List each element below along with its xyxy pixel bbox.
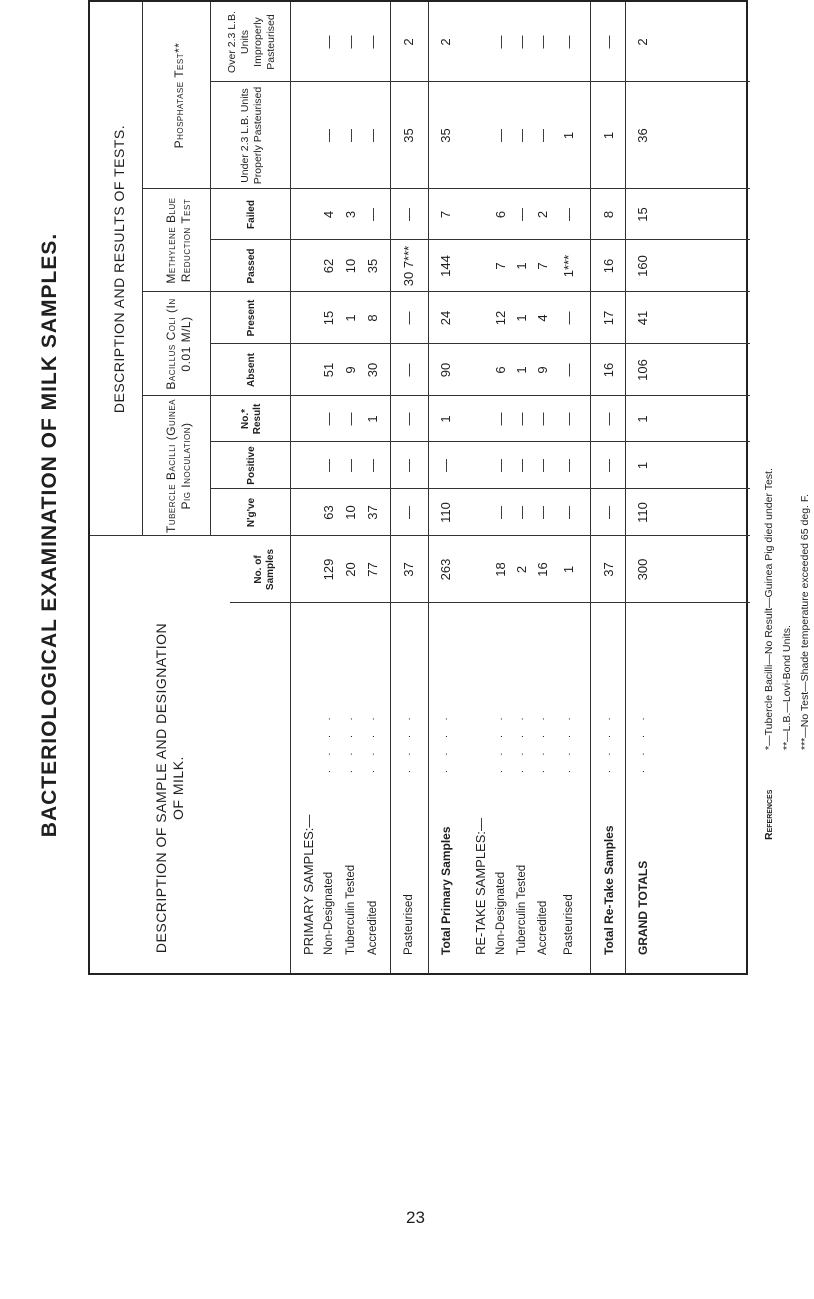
cell-over: — [492, 35, 508, 49]
cell-over: — [364, 35, 380, 49]
cell-failed: 15 [634, 207, 650, 222]
cell-samples: 300 [634, 558, 650, 581]
cell-samples: 16 [534, 562, 550, 577]
cell-passed: 7 [534, 262, 550, 270]
row-label: Non-Designated [494, 871, 507, 955]
cell-failed: 7 [437, 210, 453, 219]
cell-pos: — [320, 459, 336, 472]
cell-nores: — [560, 412, 576, 426]
cell-nores: 1 [437, 415, 453, 423]
rule-horizontal [590, 2, 591, 973]
cell-passed: 35 [364, 258, 380, 274]
cell-over: 2 [400, 38, 416, 46]
leader-dots: . . . . [344, 711, 355, 773]
cell-pos: — [513, 459, 529, 472]
cell-passed: 144 [437, 255, 453, 277]
leader-dots: . . . . [494, 711, 505, 773]
results-table [88, 0, 748, 975]
cell-failed: — [364, 208, 380, 221]
header-samples: No. of Samples [252, 548, 276, 591]
cell-absent: — [560, 363, 576, 377]
cell-failed: — [513, 208, 529, 221]
rule-vertical [210, 343, 750, 344]
page-title: BACTERIOLOGICAL EXAMINATION OF MILK SAMPLES. [38, 232, 61, 838]
cell-absent: 16 [600, 362, 616, 378]
rule-horizontal [142, 2, 143, 536]
cell-passed: 7 [492, 262, 508, 270]
column-over: Over 2.3 L.B. Units Improperly Pasteurised [225, 11, 278, 73]
cell-samples: 77 [364, 562, 380, 577]
column-present: Present [245, 299, 257, 337]
cell-pos: — [342, 459, 358, 472]
cell-nores: — [320, 412, 336, 426]
cell-neg: 110 [634, 502, 650, 523]
cell-samples: 37 [600, 562, 616, 577]
cell-under: — [534, 129, 550, 142]
cell-over: — [320, 35, 336, 49]
cell-samples: 37 [400, 562, 416, 577]
cell-failed: 4 [320, 210, 336, 219]
cell-neg: — [513, 506, 529, 519]
references-heading: References [763, 789, 775, 840]
cell-over: 2 [437, 38, 453, 46]
row-label: RE-TAKE SAMPLES:— [472, 817, 488, 955]
rule-vertical [210, 441, 750, 442]
cell-nores: — [600, 412, 616, 426]
leader-dots: . . . . [536, 711, 547, 773]
cell-passed: 16 [600, 258, 616, 274]
leader-dots: . . . . [366, 711, 377, 773]
row-label: Tuberculin Tested [344, 864, 357, 955]
cell-absent: 6 [492, 366, 508, 374]
cell-present: 1 [342, 314, 358, 322]
group-coli: Bacillus Coli (In 0.01 M/L) [164, 298, 193, 390]
cell-passed: 160 [634, 255, 650, 277]
cell-neg: — [534, 506, 550, 519]
column-failed: Failed [245, 200, 257, 229]
leader-dots: . . . . [322, 711, 333, 773]
cell-pos: — [437, 459, 453, 472]
cell-pos: — [364, 459, 380, 472]
row-label: Pasteurised [402, 894, 415, 955]
cell-absent: 106 [634, 359, 650, 381]
rule-horizontal [625, 2, 626, 973]
row-label: Total Primary Samples [438, 826, 453, 955]
cell-pos: 1 [634, 461, 650, 470]
cell-passed: 62 [320, 258, 336, 274]
group-tubercle: Tubercle Bacilli (Guinea Pig Inoculation) [164, 398, 193, 534]
cell-samples: 18 [492, 562, 508, 577]
group-methylene: Methylene Blue Reduction Test [164, 197, 193, 284]
leader-dots: . . . . [402, 711, 413, 773]
cell-samples: 263 [437, 558, 453, 581]
cell-absent: 9 [342, 366, 358, 374]
cell-present: 41 [634, 310, 650, 326]
rule-vertical [210, 81, 750, 82]
cell-samples: 129 [320, 558, 336, 581]
cell-passed: 1 [513, 262, 529, 270]
row-label: Pasteurised [562, 894, 575, 955]
cell-failed: 2 [534, 210, 550, 219]
cell-under: 35 [400, 128, 416, 143]
cell-nores: 1 [364, 415, 380, 423]
column-nores: No.* Result [239, 403, 263, 435]
cell-over: — [534, 35, 550, 49]
cell-passed: 1*** [560, 254, 576, 278]
row-label: PRIMARY SAMPLES:— [300, 814, 316, 955]
cell-failed: 6 [492, 210, 508, 219]
cell-present: 4 [534, 314, 550, 322]
cell-passed: 10 [342, 258, 358, 274]
cell-absent: 9 [534, 366, 550, 374]
cell-over: — [600, 35, 616, 49]
cell-pos: — [534, 459, 550, 472]
header-results: DESCRIPTION AND RESULTS OF TESTS. [111, 124, 128, 414]
cell-neg: — [400, 506, 416, 519]
cell-present: 8 [364, 314, 380, 322]
rule-vertical [210, 239, 750, 240]
column-under: Under 2.3 L.B. Units Properly Pasteurised [238, 86, 264, 185]
cell-nores: — [400, 412, 416, 426]
rule-horizontal [390, 2, 391, 973]
reference-line: **—L.B.—Lovi-Bond Units. [781, 625, 793, 750]
leader-dots: . . . . [562, 711, 573, 773]
cell-neg: 63 [320, 505, 336, 520]
cell-pos: — [400, 459, 416, 472]
cell-samples: 20 [342, 562, 358, 577]
rule-horizontal [428, 2, 429, 973]
cell-under: — [320, 129, 336, 142]
column-pos: Positive [245, 446, 257, 485]
cell-failed: 8 [600, 210, 616, 219]
cell-absent: 90 [437, 362, 453, 378]
leader-dots: . . . . [439, 711, 450, 773]
cell-samples: 1 [560, 565, 576, 574]
cell-over: — [342, 35, 358, 49]
cell-neg: — [492, 506, 508, 519]
rule-horizontal [210, 2, 211, 536]
reference-line: *—Tubercle Bacilli—No Result—Guinea Pig died under Test. [763, 468, 775, 750]
row-label: Tuberculin Tested [515, 864, 528, 955]
row-label: Total Re-Take Samples [601, 825, 616, 955]
row-label: GRAND TOTALS [635, 860, 650, 955]
cell-absent: 51 [320, 362, 336, 378]
cell-neg: 10 [342, 505, 358, 520]
cell-nores: — [342, 412, 358, 426]
row-label: Accredited [536, 900, 549, 955]
header-description: DESCRIPTION OF SAMPLE AND DESIGNATION OF MILK. [152, 622, 186, 954]
cell-neg: 110 [437, 502, 453, 523]
group-phosphatase: Phosphatase Test** [171, 42, 186, 149]
leader-dots: . . . . [602, 711, 613, 773]
reference-line: ***—No Test—Shade temperature exceeded 65 deg. F. [799, 493, 811, 750]
cell-under: 36 [634, 128, 650, 143]
cell-nores: 1 [634, 415, 650, 423]
cell-under: — [492, 129, 508, 142]
cell-nores: — [513, 412, 529, 426]
cell-failed: — [400, 208, 416, 221]
cell-passed: 30 7*** [400, 245, 416, 287]
cell-absent: — [400, 363, 416, 377]
cell-under: 1 [560, 131, 576, 140]
cell-pos: — [492, 459, 508, 472]
cell-under: 35 [437, 128, 453, 143]
cell-neg: 37 [364, 505, 380, 520]
cell-present: 12 [492, 310, 508, 326]
cell-under: — [513, 129, 529, 142]
cell-absent: 1 [513, 366, 529, 374]
row-label: Non-Designated [322, 871, 335, 955]
cell-present: 1 [513, 314, 529, 322]
column-neg: N'g've [245, 497, 257, 528]
cell-neg: — [600, 506, 616, 519]
row-label: Accredited [366, 900, 379, 955]
cell-pos: — [560, 459, 576, 472]
leader-dots: . . . . [515, 711, 526, 773]
cell-under: — [342, 129, 358, 142]
column-passed: Passed [245, 248, 257, 284]
column-absent: Absent [245, 353, 257, 387]
cell-neg: — [560, 506, 576, 519]
rule-vertical [210, 488, 750, 489]
cell-failed: — [560, 208, 576, 221]
cell-present: 17 [600, 310, 616, 326]
cell-pos: — [600, 459, 616, 472]
cell-under: 1 [600, 131, 616, 140]
cell-present: — [400, 311, 416, 325]
cell-failed: 3 [342, 210, 358, 219]
leader-dots: . . . . [636, 711, 647, 773]
cell-over: — [560, 35, 576, 49]
cell-present: 15 [320, 310, 336, 326]
cell-nores: — [534, 412, 550, 426]
cell-samples: 2 [513, 565, 529, 574]
cell-present: — [560, 311, 576, 325]
cell-absent: 30 [364, 362, 380, 378]
cell-present: 24 [437, 310, 453, 326]
cell-over: 2 [634, 38, 650, 46]
cell-over: — [513, 35, 529, 49]
page-number: 23 [406, 1208, 425, 1227]
cell-under: — [364, 129, 380, 142]
cell-nores: — [492, 412, 508, 426]
